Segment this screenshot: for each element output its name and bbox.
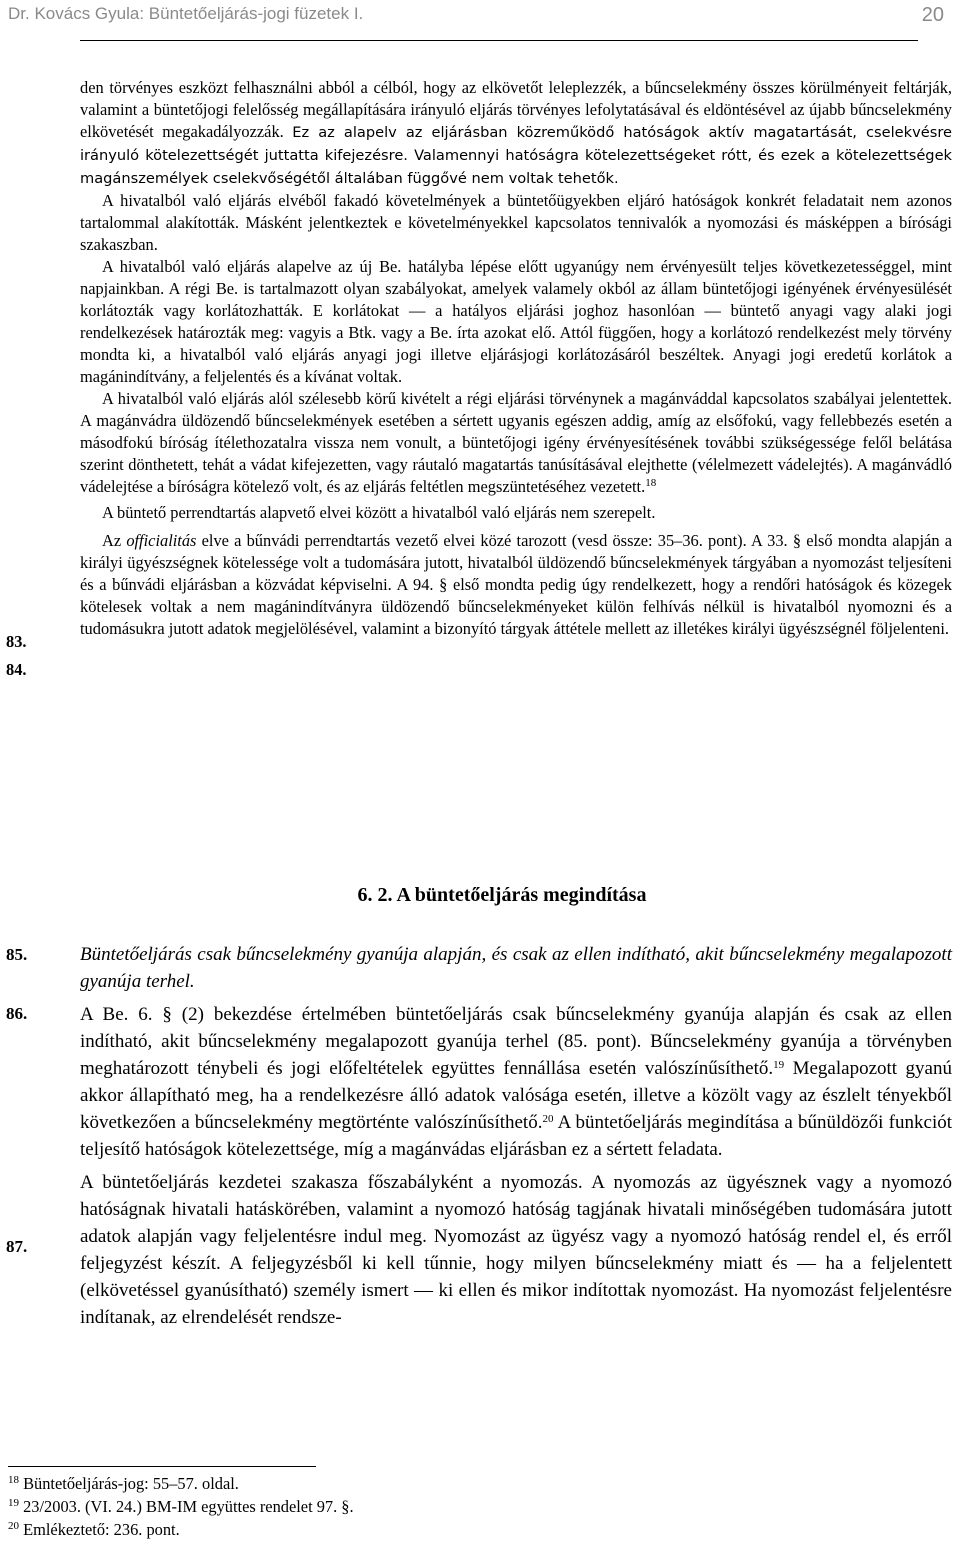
paragraph-continued: den törvényes eszközt felhasználni abból a célból, hogy az elkövetőt leleplezzék, a bűncselekmény összes körülményeit feltárják, valamint a büntetőjogi felelősség megállapítására irányuló eljárás törvényes lefolytatásával és eldöntésével az újabb bűncselekmény elkövetését megakadályozzák. Ez az alapelv az eljárásban közreműködő hatóságok aktív magatartását, cselekvésre irányuló kötelezettségét juttatta kifejezésre. Valamennyi hatóságra kötelezettségeket rótt, és ezek a kötelezettségek magánszemélyek cselekvőségétől általában függővé nem voltak tehetők.: [80, 78, 952, 187]
paragraph-87: A büntetőeljárás kezdetei szakasza főszabályként a nyomozás. A nyomozás az ügyésznek vagy a nyomozó hatóságnak hivatali hatáskörében, valamint a nyomozó hatóság tagjának hivatali minőségében tudomására jutott adatok alapján vagy feljelentésre indul meg. Nyomozást az ügyész vagy a nyomozó hatóság rendel el, és erről feljegyzést készít. A feljegyzésből ki kell tűnnie, hogy milyen bűncselekmény miatt és — ha a feljelentett (elkövetéssel gyanúsítható) személy ismert — ki ellen és mikor indítottak nyomozást. Ha nyomozást feljelentésre indítanak, az elrendelését rendsze-: [80, 1172, 952, 1328]
body-text-bottom: [80, 941, 952, 1331]
footnote-ref-18: 18: [645, 477, 657, 489]
paragraph: A hivatalból való eljárás alól szélesebb körű kivételt a régi eljárási törvénynek a magánváddal kapcsolatos szabályai jelentettek. A magánvádra üldözendő bűncselekmények esetében a sértett ugyanis egészen addig, amíg az elsőfokú, vagy fellebbezés esetén a másodfokú bíróság ítélethozatalra vissza nem vonult, a büntetőjogi igény érvényesítésének további szükségessége felől belátása szerint dönthetett, tehát a vádat kifejezetten, vagy ráutaló magatartás tanúsításával elejthette (vélelmezett vádelejtés). A magánvádló vádelejtése a bíróságra kötelező volt, és az eljárás feltétlen megszüntetéséhez vezetett.$^{18}$: [80, 389, 952, 496]
paragraph-83: A büntető perrendtartás alapvető elvei között a hivatalból való eljárás nem szerepelt.: [102, 503, 656, 522]
paragraph-number-83: 83.: [6, 632, 27, 651]
running-title: Dr. Kovács Gyula: Büntetőeljárás-jogi füzetek I.: [8, 4, 364, 23]
footnote-ref-19: 19: [773, 1059, 785, 1071]
paragraph-number-84: 84.: [6, 660, 27, 679]
paragraph-number-86: 86.: [6, 1004, 28, 1023]
page-number: 20: [921, 4, 944, 26]
paragraph-number-87: 87.: [6, 1237, 28, 1256]
paragraph: A hivatalból való eljárás elvéből fakadó követelmények a büntetőügyekben eljáró hatóságok konkrét feladatait nem azonos tartalommal alakították. Másként jelentkeztek e követelményekkel kapcsolatos tennivalók a nyomozási és másképpen a bírósági szakaszban.: [80, 191, 952, 254]
header-divider: [80, 40, 918, 41]
emphasis: officialitás: [126, 531, 197, 550]
sans-sentence: Ez az alapelv az eljárásban közreműködő hatóságok aktív magatartását, cselekvésre irányuló kötelezettségét juttatta kifejezésre. Valamennyi hatóságra kötelezettségeket rótt, és ezek a kötelezettségek magánszemélyek cselekvőségétől általában függővé nem voltak tehetők.: [80, 124, 952, 187]
paragraph: A hivatalból való eljárás alapelve az új Be. hatályba lépése előtt ugyanúgy nem érvényesült teljes következetességgel, mint napjainkban. A régi Be. is tartalmazott olyan szabályokat, amelyek valamely okból az állam büntetőjogi igényének érvényesülését korlátozták vagy korlátozhatták. E korlátokat — a hatályos eljárási joghoz hasonlóan — büntető anyagi vagy alaki jogi rendelkezések határozták meg: vagyis a Btk. vagy a Be. írta azokat elő. Attól függően, hogy a korlátozó rendelkezést mely törvény mondta ki, a hivatalból való eljárás anyagi jogi illetve eljárásjogi korlátozásáról beszéltek. Anyagi jogi eredetű korlátok a magánindítvány, a feljelentés és a kívánat voltak.: [80, 257, 952, 386]
footnote-divider: [8, 1466, 316, 1467]
paragraph-number-85: 85.: [6, 945, 28, 964]
body-text-top: [80, 77, 952, 640]
footnote-20: $^{20}$ Emlékeztető: 236. pont.: [8, 1520, 180, 1539]
footnote-18: $^{18}$ Büntetőeljárás-jog: 55–57. oldal.: [8, 1474, 239, 1493]
footnote-19: $^{19}$ 23/2003. (VI. 24.) BM-IM együttes rendelet 97. §.: [8, 1497, 354, 1516]
section-heading: 6. 2. A büntetőeljárás megindítása: [357, 884, 647, 906]
paragraph-84: Az officialitás elve a bűnvádi perrendtartás vezető elvei közé tarozott (vesd össze: 35–36. pont). A 33. § első mondta alapján a királyi ügyészségnek kötelessége volt a tudomására jutott, hivatalból üldözendő bűncselekmények tárgyában a nyomozást teljesíteni és a bűnvádi eljárásban a közvádat képviselni. A 94. § első mondta pedig úgy rendelkezett, hogy a rendőri hatóságok és közegek kötelesek voltak a nem magánindítványra üldözendő bűncselekményeket külön felhívás nélkül is hivatalból nyomozni és a tudomásukra jutott adatok megjelölésével, valamint a bizonyító tárgyak áttétele mellett az illetékes királyi ügyészségnél följelenteni.: [80, 531, 952, 638]
page-header: [0, 0, 960, 40]
paragraph-85: Büntetőeljárás csak bűncselekmény gyanúja alapján, és csak az ellen indítható, akit bűncselekmény megalapozott gyanúja terhel.: [80, 944, 952, 992]
footnote-ref-20: 20: [542, 1113, 554, 1125]
footnotes: [8, 1472, 354, 1541]
paragraph-86: A Be. 6. § (2) bekezdése értelmében büntetőeljárás csak bűncselekmény gyanúja alapján és csak az ellen indítható, akit bűncselekmény megalapozott gyanúja terhel (85. pont). Bűncselekmény gyanúja a törvényben meghatározott ténybeli és jogi előfeltételek együttes fennállása esetén valószínűsíthető.$^{19}$ Megalapozott gyanú akkor állapítható meg, ha a rendelkezésre álló adatok valósága esetén, illetve a közölt vagy az észlelt tényekből következően a bűncselekmény megtörténte valószínűsíthető.$^{20}$ A büntetőeljárás megindítása a bűnüldözői funkciót teljesítő hatóságok kötelezettsége, míg a magánvádas eljárásban ez a sértett feladata.: [80, 1004, 952, 1160]
